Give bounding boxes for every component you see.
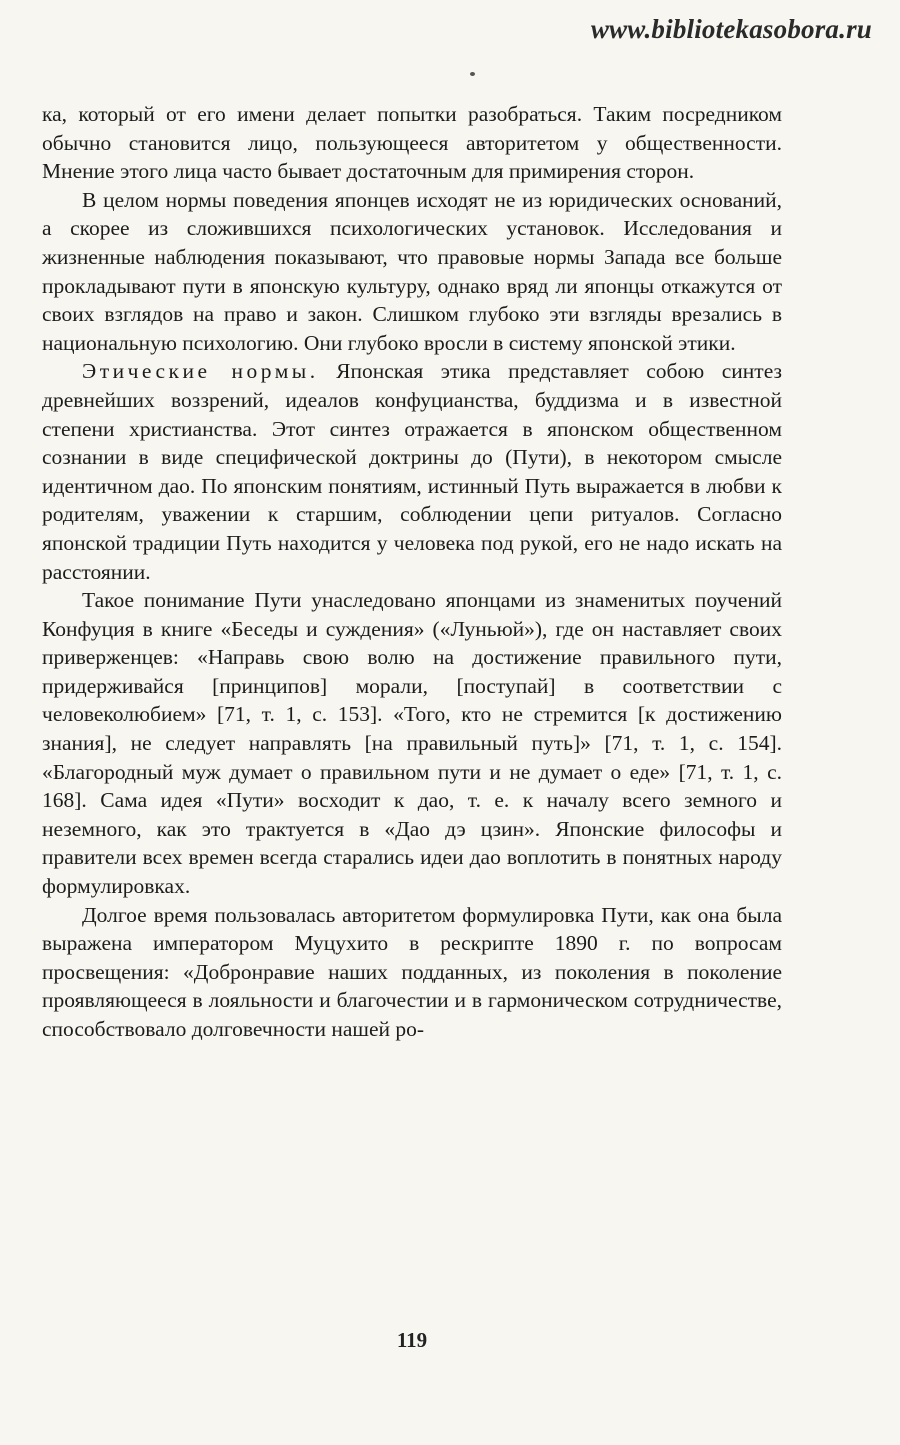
page-number: 119 xyxy=(396,1328,428,1352)
paragraph-ethical-norms xyxy=(42,357,782,586)
paragraph-continuation: ка, который от его имени делает попытки разобраться. Таким посредником обычно становится лицо, пользующееся авторитетом у общественности. Мнение этого лица часто бывает достаточным для примирения сторон. xyxy=(42,102,782,184)
paragraph-behavior-norms: В целом нормы поведения японцев исходят не из юридических оснований, а скорее из сложившихся психологических установок. Исследования и жизненные наблюдения показывают, что правовые нормы Запада все больше прокладывают пути в японскую культуру, однако вряд ли японцы откажутся от своих взглядов на право и закон. Слишком глубоко эти взгляды врезались в национальную психологию. Они глубоко вросли в систему японской этики. xyxy=(42,187,782,355)
paragraph-mutsuhito: Долгое время пользовалась авторитетом формулировка Пути, как она была выражена императором Муцухито в рескрипте 1890 г. по вопросам просвещения: «Добронравие наших подданных, из поколения в поколение проявляющееся в лояльности и благочестии и в гармоническом сотрудничестве, способствовало долговечности нашей ро- xyxy=(42,902,782,1041)
paragraph-confucius: Такое понимание Пути унаследовано японцами из знаменитых поучений Конфуция в книге «Беседы и суждения» («Луньюй»), где он наставляет своих приверженцев: «Направь свою волю на достижение правильного пути, придерживайся [принципов] морали, [поступай] в соответствии с человеколюбием» [71, т. 1, с. 153]. «Того, кто не стремится [к достижению знания], не следует направлять [на правильный путь]» [71, т. 1, с. 154]. «Благородный муж думает о правильном пути и не думает о еде» [71, т. 1, с. 168]. Сама идея «Пути» восходит к дао, т. е. к началу всего земного и неземного, как это трактуется в «Дао дэ цзин». Японские философы и правители всех времен всегда старались идеи дао воплотить в понятных народу формулировках. xyxy=(42,588,782,899)
site-watermark: www.bibliotekasobora.ru xyxy=(590,14,872,44)
page-body xyxy=(42,100,782,1044)
section-heading-ethical-norms: Этические нормы. xyxy=(82,359,319,384)
paragraph-ethical-norms-text: Японская этика представляет собою синтез древнейших воззрений, идеалов конфуцианства, буддизма и в известной степени христианства. Этот синтез отражается в японском общественном сознании в виде специфической доктрины до (Пути), в некотором смысле идентичном дао. По японским понятиям, истинный Путь выражается в любви к родителям, уважении к старшим, соблюдении цепи ритуалов. Согласно японской традиции Путь находится у человека под рукой, его не надо искать на расстоянии. xyxy=(42,359,782,584)
print-speck xyxy=(470,72,475,76)
